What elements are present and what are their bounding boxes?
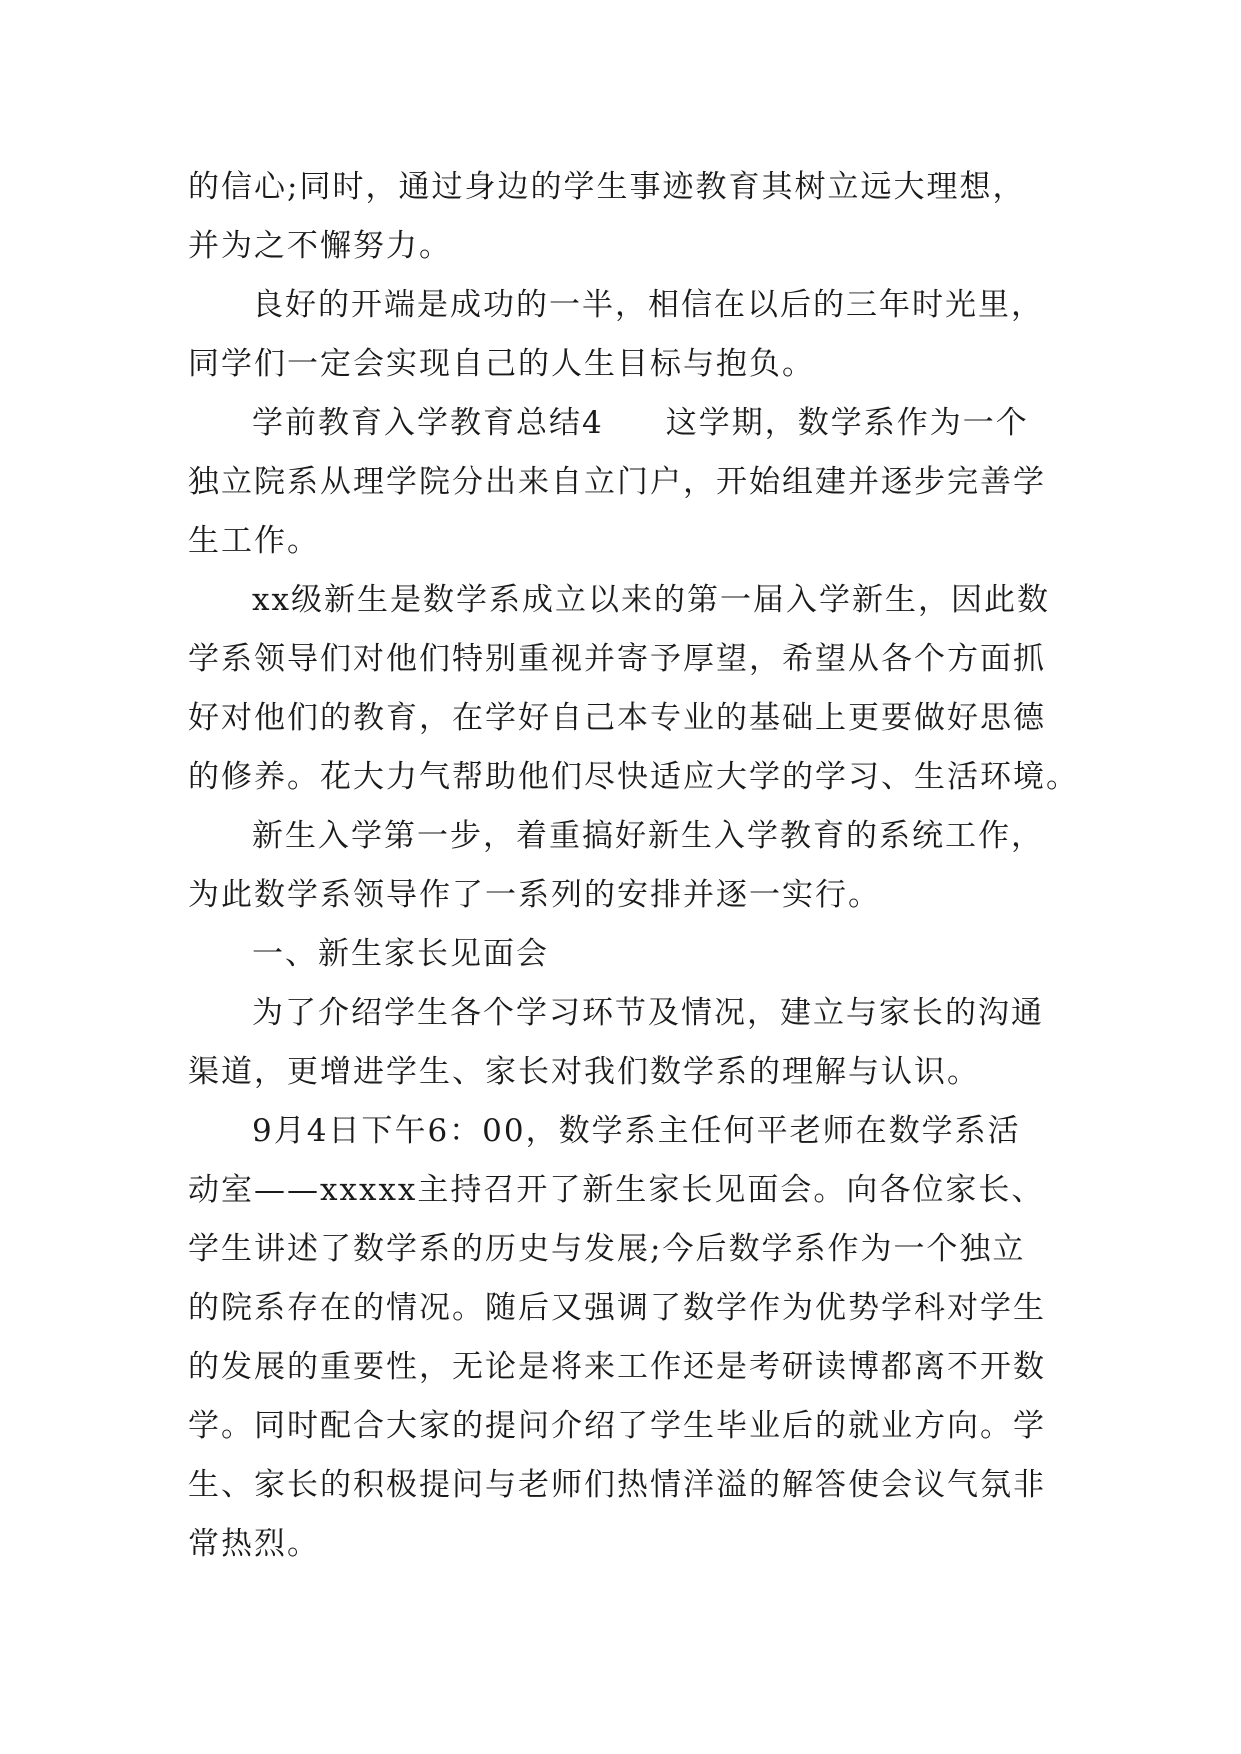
text-line: 独立院系从理学院分出来自立门户，开始组建并逐步完善学 [188,464,1046,500]
document-body [188,158,1079,1574]
text-line: 为此数学系领导作了一系列的安排并逐一实行。 [188,877,881,913]
paragraph-start-text: 这学期，数学系作为一个 [665,405,1029,441]
text-line: 渠道，更增进学生、家长对我们数学系的理解与认识。 [188,1054,980,1090]
text-line: 好对他们的教育，在学好自己本专业的基础上更要做好思德 [188,700,1046,736]
section-heading: 学前教育入学教育总结4 [252,405,604,441]
text-line: 生、家长的积极提问与老师们热情洋溢的解答使会议气氛非 [188,1467,1046,1503]
text-line: 动室——xxxxx主持召开了新生家长见面会。向各位家长、 [188,1172,1045,1208]
text-line: 学生讲述了数学系的历史与发展;今后数学系作为一个独立 [188,1231,1026,1267]
paragraph-start-line: 新生入学第一步，着重搞好新生入学教育的系统工作， [252,818,1044,854]
paragraph-start-line: 为了介绍学生各个学习环节及情况，建立与家长的沟通 [252,995,1044,1031]
subheading-line: 一、新生家长见面会 [252,936,549,972]
text-line: 同学们一定会实现自己的人生目标与抱负。 [188,346,815,382]
text-line: 的发展的重要性，无论是将来工作还是考研读博都离不开数 [188,1349,1046,1385]
text-line: 并为之不懈努力。 [188,228,452,264]
paragraph-start-line: xx级新生是数学系成立以来的第一届入学新生，因此数 [252,582,1050,618]
text-line: 学系领导们对他们特别重视并寄予厚望，希望从各个方面抓 [188,641,1046,677]
text-line: 的信心;同时，通过身边的学生事迹教育其树立远大理想， [188,169,1026,205]
section-heading-line [188,394,1068,453]
paragraph-start-line: 良好的开端是成功的一半，相信在以后的三年时光里， [252,287,1044,323]
text-line: 生工作。 [188,523,320,559]
text-line: 学。同时配合大家的提问介绍了学生毕业后的就业方向。学 [188,1408,1046,1444]
text-line: 的院系存在的情况。随后又强调了数学作为优势学科对学生 [188,1290,1046,1326]
text-line: 的修养。花大力气帮助他们尽快适应大学的学习、生活环境。 [188,759,1079,795]
paragraph-start-line: 9月4日下午6：00，数学系主任何平老师在数学系活 [252,1113,1021,1149]
text-line: 常热烈。 [188,1526,320,1562]
